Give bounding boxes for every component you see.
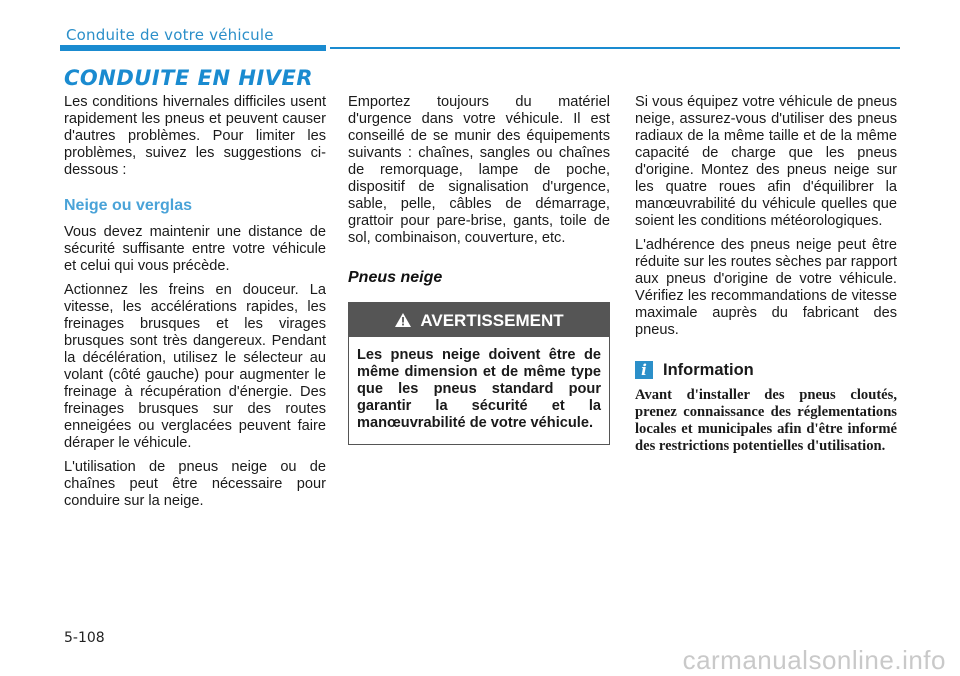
paragraph: L'utilisation de pneus neige ou de chaînes peut être nécessaire pour conduire sur la neige. bbox=[64, 459, 326, 509]
header-bar-thick bbox=[60, 45, 326, 51]
warning-text: Les pneus neige doivent être de même dimension et de même type que les pneus standard pour garantir la sécurité et la manœuvrabilité de votre véhicule. bbox=[357, 347, 601, 431]
intro-paragraph: Les conditions hivernales difficiles usent rapidement les pneus et peuvent causer d'autres problèmes. Pour limiter les problèmes, suivez les suggestions ci-dessous : bbox=[64, 94, 326, 178]
warning-box bbox=[348, 302, 610, 445]
watermark: carmanualsonline.info bbox=[682, 645, 946, 675]
column-1 bbox=[64, 94, 326, 517]
page-title: CONDUITE EN HIVER bbox=[64, 66, 314, 90]
page-number: 5-108 bbox=[64, 630, 105, 646]
heading-pneus-neige: Pneus neige bbox=[348, 269, 443, 286]
column-2 bbox=[348, 94, 610, 445]
header-bar-thin bbox=[330, 47, 900, 49]
info-icon: i bbox=[635, 361, 653, 379]
information-text: Avant d'installer des pneus cloutés, prenez connaissance des réglementations locales et municipales afin d'être informé des restrictions potentielles d'utilisation. bbox=[635, 387, 897, 454]
header-section-title: Conduite de votre véhicule bbox=[66, 26, 274, 44]
warning-triangle-icon bbox=[394, 312, 412, 328]
information-label: Information bbox=[663, 360, 754, 379]
paragraph: Emportez toujours du matériel d'urgence dans votre véhicule. Il est conseillé de se munir des équipements suivants : chaînes, sangles ou chaînes de remorquage, lampe de poche, dispositif de signalisation d'urgence, sable, pelle, câbles de démarrage, grattoir pour pare-brise, gants, toile de sol, combinaison, couverture, etc. bbox=[348, 94, 610, 246]
information-header bbox=[635, 361, 897, 379]
warning-label: AVERTISSEMENT bbox=[420, 310, 564, 330]
heading-neige-verglas: Neige ou verglas bbox=[64, 197, 193, 214]
warning-header bbox=[349, 303, 609, 337]
column-3 bbox=[635, 94, 897, 462]
paragraph: Actionnez les freins en douceur. La vitesse, les accélérations rapides, les freinages brusques et les virages brusques sont très dangereux. Pendant la décélération, utilisez le sélecteur au volant (côté gauche) pour augmenter le freinage à récupération d'énergie. Des freinages brusques sur des routes enneigées ou verglacées peuvent faire déraper le véhicule. bbox=[64, 282, 326, 451]
paragraph: L'adhérence des pneus neige peut être réduite sur les routes sèches par rapport aux pneus d'origine de votre véhicule. Vérifiez les recommandations de vitesse maximale auprès du fabricant des pneus. bbox=[635, 237, 898, 338]
paragraph: Si vous équipez votre véhicule de pneus neige, assurez-vous d'utiliser des pneus radiaux de la même taille et de la même capacité de charge que les pneus d'origine. Montez des pneus neige sur les quatre roues afin d'équilibrer la manœuvrabilité du véhicule quelles que soient les conditions météorologiques. bbox=[635, 94, 897, 229]
paragraph: Vous devez maintenir une distance de sécurité suffisante entre votre véhicule et celui qui vous précède. bbox=[64, 224, 326, 274]
